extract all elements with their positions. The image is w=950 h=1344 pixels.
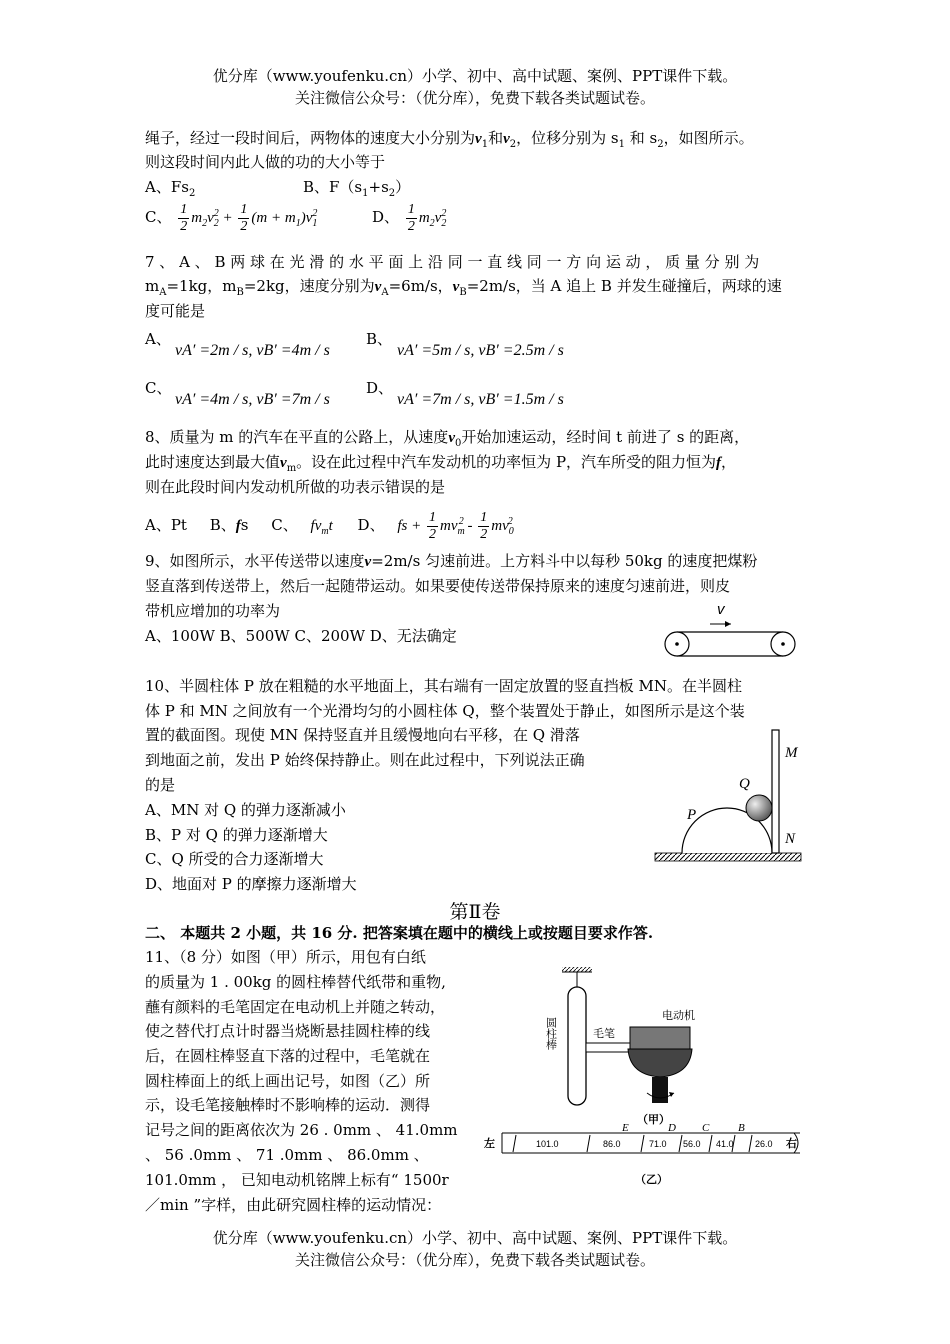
q11-line: 后，在圆柱棒竖直下落的过程中，毛笔就在 xyxy=(145,1047,431,1065)
q7-sub-b: B xyxy=(236,287,244,298)
q10-line-1: 10、半圆柱体 P 放在粗糙的水平地面上，其右端有一固定放置的竖直挡板 MN。在半圆柱 xyxy=(145,677,742,695)
distance-labels xyxy=(536,1139,773,1149)
strip-left-label: 左 xyxy=(484,1137,495,1150)
v1-symbol: v xyxy=(475,131,482,147)
q8-opt-a: A、Pt xyxy=(145,515,187,534)
label-q: Q xyxy=(739,776,750,792)
q7-line-2 xyxy=(145,275,782,304)
q7-option-a: vA′ =2m / s, vB′ =4m / s xyxy=(175,342,330,359)
q10-option-c: C、Q 所受的合力逐渐增大 xyxy=(145,850,324,868)
q6-opt-b-text: B、F（s xyxy=(303,178,363,196)
page-footer xyxy=(0,1227,950,1271)
q7-text-c: =2kg，速度分别为 xyxy=(243,277,375,295)
q9-line-3: 带机应增加的功率为 xyxy=(145,602,281,620)
q11-line: 、 56 .0mm 、 71 .0mm 、 86.0mm 、 xyxy=(145,1146,429,1164)
q8-text-b: 开始加速运动，经时间 t 前进了 s 的距离， xyxy=(461,428,750,446)
part-two-heading: 二、 本题共 2 小题，共 16 分. 把答案填在题中的横线上或按题目要求作答. xyxy=(145,924,654,942)
v1-sub: 1 xyxy=(481,139,489,150)
mark xyxy=(679,1135,682,1152)
q10-option-a: A、MN 对 Q 的弹力逐渐减小 xyxy=(145,801,346,819)
q6-opt-d-formula: $\frac{1}{2}$ $m_2v_2^2$ xyxy=(407,202,447,234)
q6-opt-b-end: ） xyxy=(395,178,411,196)
distance-label: 101.0 xyxy=(536,1139,559,1149)
motor-body xyxy=(628,1049,692,1077)
q6-opt-c-formula: $\frac{1}{2}$ $m_2v_2^2$ + $\frac{1}{2}$ $(m + m_1)v_1^2$ xyxy=(180,202,318,234)
q6-opt-c-label: C、 xyxy=(145,207,172,226)
q10-line-3: 置的截面图。现使 MN 保持竖直并且缓慢地向右平移，在 Q 滑落 xyxy=(145,726,580,744)
label-p: P xyxy=(687,807,697,823)
q11-line: 记号之间的距离依次为 26 . 0mm 、 41.0mm xyxy=(145,1121,458,1139)
distance-label: 71.0 xyxy=(649,1139,667,1149)
header-line-2: 关注微信公众号：（优分库），免费下载各类试题试卷。 xyxy=(294,89,655,107)
page-header xyxy=(0,65,950,109)
v2-sub: 2 xyxy=(509,139,517,150)
q6-text-d: ，如图所示。 xyxy=(663,129,754,147)
q11-line: 11、（8 分）如图（甲）所示，用包有白纸 xyxy=(145,948,426,966)
q9-line-2: 竖直落到传送带上，然后一起随带运动。如果要使传送带保持原来的速度匀速前进，则皮 xyxy=(145,577,731,595)
q8-options xyxy=(145,510,513,543)
q8-opt-c-label: C、 xyxy=(271,515,298,534)
q7-line-3: 度可能是 xyxy=(145,302,206,320)
q8-opt-b-s: s xyxy=(240,515,249,534)
q9-options: A、100W B、500W C、200W D、无法确定 xyxy=(145,627,457,645)
q8-opt-c-formula: $fv_mt$ xyxy=(310,517,333,537)
q8-opt-b-f: f xyxy=(235,517,241,534)
q11-line: 101.0mm ， 已知电动机铭牌上标有“ 1500r xyxy=(145,1171,449,1189)
point-c: C xyxy=(702,1122,710,1134)
mark xyxy=(587,1135,590,1152)
point-d: D xyxy=(668,1122,676,1134)
q9-text-a: 9、如图所示，水平传送带以速度 xyxy=(145,552,365,570)
q6-text-b: ，位移分别为 s xyxy=(516,129,619,147)
q6-option-c xyxy=(145,202,317,235)
s2-sub: 2 xyxy=(657,139,664,150)
mark xyxy=(749,1135,752,1152)
footer-line-2: 关注微信公众号：（优分库），免费下载各类试题试卷。 xyxy=(294,1251,655,1269)
q8-opt-b-label: B、 xyxy=(209,515,236,534)
q7-line-1: 7 、 A 、 B 两 球 在 光 滑 的 水 平 面 上 沿 同 一 直 线 同 一 方 向 运 动 ， 质 量 分 别 为 xyxy=(145,253,760,271)
distance-label: 86.0 xyxy=(603,1139,621,1149)
rotation-arrowhead xyxy=(669,1092,674,1097)
motor-top xyxy=(630,1027,690,1049)
strip-right-label: 右 xyxy=(786,1137,797,1150)
mark xyxy=(709,1135,712,1152)
q9-line-1 xyxy=(145,550,757,573)
q6-opt-d-label: D、 xyxy=(372,207,400,226)
q7-sub-a: A xyxy=(159,287,167,298)
q7-v-sub-b: B xyxy=(459,287,467,298)
label-n: N xyxy=(785,831,796,847)
q6-opt-b-s1: 1 xyxy=(362,188,369,199)
q10-line-4: 到地面之前，发出 P 始终保持静止。则在此过程中，下列说法正确 xyxy=(145,751,585,769)
board-mn xyxy=(772,730,779,853)
q8-text-2a: 此时速度达到最大值 xyxy=(145,453,281,471)
mark xyxy=(641,1135,644,1152)
header-line-1: 优分库（www.youfenku.cn）小学、初中、高中试题、案例、PPT课件下载。 xyxy=(212,67,738,85)
q6-and: 和 xyxy=(488,129,504,147)
q8-v0-sub: 0 xyxy=(454,438,462,449)
q7-option-c: vA′ =4m / s, vB′ =7m / s xyxy=(175,391,330,408)
conveyor-belt-figure xyxy=(655,600,805,662)
q8-v0: v xyxy=(448,430,455,446)
figure-jia-label: （甲） xyxy=(637,1113,670,1126)
motor-label: 电动机 xyxy=(662,1009,695,1022)
q7-option-b-label: B、 xyxy=(366,330,393,348)
q11-line: 蘸有颜料的毛笔固定在电动机上并随之转动， xyxy=(145,998,446,1016)
q6-opt-b-plus: +s xyxy=(368,178,389,196)
q7-text-d: =6m/s， xyxy=(388,277,453,295)
v2-symbol: v xyxy=(503,131,510,147)
left-roller-axle xyxy=(675,642,679,646)
q11-line: 的质量为 1 . 00kg 的圆柱棒替代纸带和重物, xyxy=(145,973,446,991)
q7-text-b: =1kg，m xyxy=(166,277,237,295)
q11-line: ／min ”字样，由此研究圆柱棒的运动情况： xyxy=(145,1196,442,1214)
q6-opt-b-s2: 2 xyxy=(388,188,396,199)
rod-label: 圆柱棒 xyxy=(544,1017,558,1050)
q6-option-a xyxy=(145,176,195,205)
distance-label: 26.0 xyxy=(755,1139,773,1149)
distance-label: 56.0 xyxy=(683,1139,701,1149)
figure-yi-label: （乙） xyxy=(635,1173,668,1186)
q9-v: v xyxy=(364,554,372,570)
q7-v-b: v xyxy=(452,279,460,295)
q8-vm: v xyxy=(280,455,287,471)
cylinder-figure xyxy=(650,725,810,865)
q7-v-sub-a: A xyxy=(381,287,389,298)
q6-opt-a-text: A、Fs xyxy=(145,178,189,196)
q8-vm-sub: m xyxy=(286,463,297,474)
q6-opt-a-sub: 2 xyxy=(188,188,196,199)
q11-line: 圆柱棒面上的纸上画出记号，如图（乙）所 xyxy=(145,1072,431,1090)
footer-line-1: 优分库（www.youfenku.cn）小学、初中、高中试题、案例、PPT课件下载。 xyxy=(212,1229,738,1247)
q7-option-b: vA′ =5m / s, vB′ =2.5m / s xyxy=(397,342,564,359)
q8-opt-d-label: D、 xyxy=(357,515,385,534)
q6-line-2: 则这段时间内此人做的功的大小等于 xyxy=(145,153,386,171)
q10-option-b: B、P 对 Q 的弹力逐渐增大 xyxy=(145,826,328,844)
mark xyxy=(513,1135,516,1152)
q6-text: 绳子，经过一段时间后，两物体的速度大小分别为 xyxy=(145,129,476,147)
q8-line-3: 则在此段时间内发动机所做的功表示错误的是 xyxy=(145,478,446,496)
q11-line: 使之替代打点计时器当烧断悬挂圆柱棒的线 xyxy=(145,1022,431,1040)
small-cylinder-q xyxy=(746,795,772,821)
part-two-title: 第Ⅱ卷 xyxy=(449,901,501,923)
q11-line: 示，设毛笔接触棒时不影响棒的运动．测得 xyxy=(145,1096,431,1114)
distance-label: 41.0 xyxy=(716,1139,734,1149)
q7-option-c-label: C、 xyxy=(145,379,172,397)
q9-text-b: =2m/s 匀速前进。上方料斗中以每秒 50kg 的速度把煤粉 xyxy=(371,552,758,570)
conveyor-velocity-label: v xyxy=(717,601,725,618)
q8-text-2c: ， xyxy=(721,453,737,471)
point-e: E xyxy=(622,1122,629,1134)
q8-text-2b: 。设在此过程中汽车发动机的功率恒为 P，汽车所受的阻力恒为 xyxy=(296,453,717,471)
q6-text-c: 和 s xyxy=(624,129,658,147)
q7-option-d: vA′ =7m / s, vB′ =1.5m / s xyxy=(397,391,564,408)
brush-label: 毛笔 xyxy=(593,1027,615,1040)
q10-option-d: D、地面对 P 的摩擦力逐渐增大 xyxy=(145,875,357,893)
label-m: M xyxy=(785,745,798,761)
right-roller-axle xyxy=(781,642,785,646)
q7-option-d-label: D、 xyxy=(366,379,394,397)
ground-hatching xyxy=(655,853,801,861)
q7-m: m xyxy=(145,277,160,295)
q6-option-d xyxy=(372,202,446,235)
q10-line-5: 的是 xyxy=(145,776,176,794)
motor-figure xyxy=(480,965,810,1190)
q10-line-2: 体 P 和 MN 之间放有一个光滑均匀的小圆柱体 Q，整个装置处于静止，如图所示是这个装 xyxy=(145,702,745,720)
q7-v-a: v xyxy=(374,279,382,295)
s1-sub: 1 xyxy=(618,139,625,150)
q6-option-b xyxy=(303,176,410,205)
cylinder-rod xyxy=(568,987,586,1105)
point-b: B xyxy=(738,1122,745,1134)
ceiling xyxy=(562,967,592,972)
q8-opt-d-formula: fs + $\frac{1}{2}$ $mv_m^2$ - $\frac{1}{2}$ $mv_0^2$ xyxy=(397,510,514,542)
q7-text-e: =2m/s，当 A 追上 B 并发生碰撞后，两球的速 xyxy=(466,277,782,295)
q7-option-a-label: A、 xyxy=(145,330,171,348)
motor-shaft xyxy=(652,1077,668,1103)
q8-f: f xyxy=(716,455,722,471)
q8-text-a: 8、质量为 m 的汽车在平直的公路上，从速度 xyxy=(145,428,449,446)
velocity-arrowhead xyxy=(725,621,731,627)
